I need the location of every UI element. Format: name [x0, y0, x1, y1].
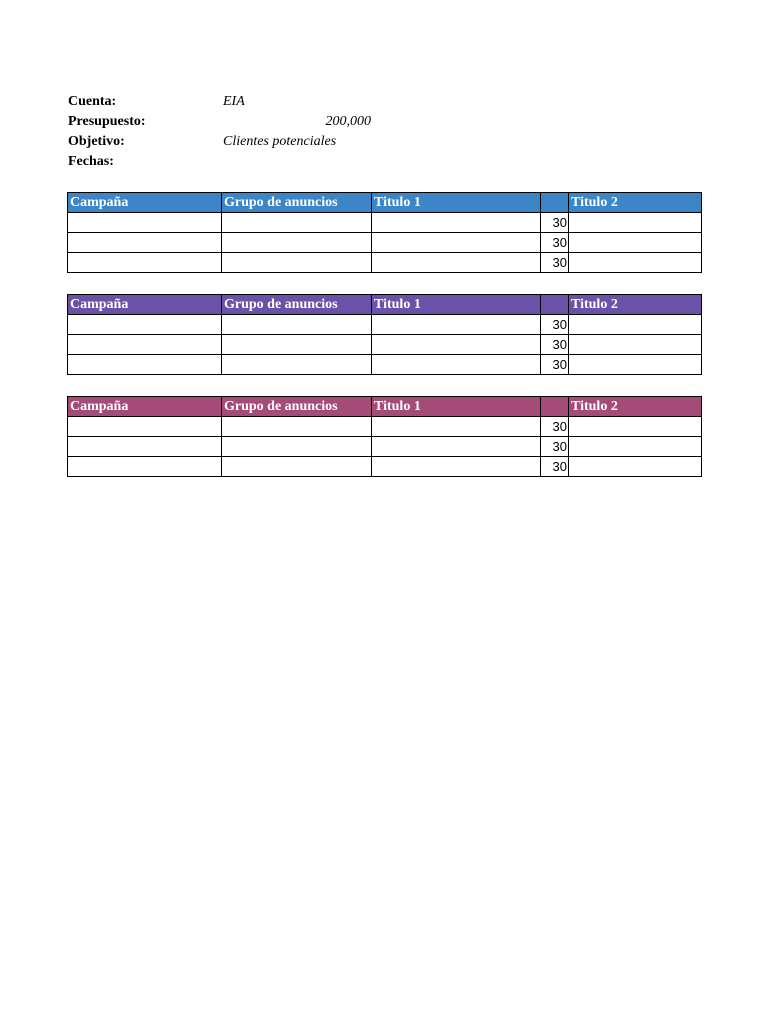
cell-char-count[interactable]: 30: [541, 213, 569, 233]
cell-char-count[interactable]: 30: [541, 457, 569, 477]
header-campana: Campaña: [68, 397, 222, 417]
cell-titulo-1[interactable]: [372, 335, 541, 355]
cell-campana[interactable]: [68, 315, 222, 335]
cell-titulo-2[interactable]: [569, 335, 702, 355]
cell-campana[interactable]: [68, 457, 222, 477]
ad-table-2: [67, 294, 702, 375]
cell-grupo[interactable]: [222, 233, 372, 253]
cell-grupo[interactable]: [222, 213, 372, 233]
cell-titulo-1[interactable]: [372, 315, 541, 335]
cell-campana[interactable]: [68, 233, 222, 253]
table-row: [68, 315, 702, 335]
cell-grupo[interactable]: [222, 437, 372, 457]
objetivo-value[interactable]: Clientes potenciales: [223, 134, 337, 149]
objetivo-row: [68, 132, 388, 152]
table-header-row: [68, 397, 702, 417]
cell-titulo-1[interactable]: [372, 213, 541, 233]
cell-char-count[interactable]: 30: [541, 315, 569, 335]
cell-campana[interactable]: [68, 437, 222, 457]
cell-titulo-2[interactable]: [569, 417, 702, 437]
cell-grupo[interactable]: [222, 457, 372, 477]
table-row: [68, 233, 702, 253]
header-count: [541, 295, 569, 315]
cell-titulo-2[interactable]: [569, 253, 702, 273]
table-row: [68, 457, 702, 477]
cell-titulo-1[interactable]: [372, 417, 541, 437]
cell-titulo-1[interactable]: [372, 253, 541, 273]
cell-grupo[interactable]: [222, 253, 372, 273]
header-titulo-1: Titulo 1: [372, 397, 541, 417]
ad-table-1: [67, 192, 702, 273]
header-titulo-1: Titulo 1: [372, 193, 541, 213]
ad-table-3: [67, 396, 702, 477]
header-grupo-de-anuncios: Grupo de anuncios: [222, 193, 372, 213]
table-row: [68, 213, 702, 233]
header-titulo-1: Titulo 1: [372, 295, 541, 315]
header-titulo-2: Titulo 2: [569, 397, 702, 417]
cell-char-count[interactable]: 30: [541, 253, 569, 273]
cell-campana[interactable]: [68, 417, 222, 437]
header-grupo-de-anuncios: Grupo de anuncios: [222, 397, 372, 417]
presupuesto-label: Presupuesto:: [68, 114, 146, 129]
presupuesto-value[interactable]: 200,000: [325, 114, 371, 129]
cell-titulo-2[interactable]: [569, 437, 702, 457]
cell-grupo[interactable]: [222, 355, 372, 375]
cuenta-value[interactable]: EIA: [223, 94, 245, 109]
header-campana: Campaña: [68, 295, 222, 315]
account-info: [68, 92, 388, 172]
cell-titulo-1[interactable]: [372, 233, 541, 253]
fechas-row: [68, 152, 388, 172]
cell-campana[interactable]: [68, 213, 222, 233]
cell-titulo-2[interactable]: [569, 315, 702, 335]
cell-char-count[interactable]: 30: [541, 335, 569, 355]
cell-grupo[interactable]: [222, 335, 372, 355]
cell-campana[interactable]: [68, 335, 222, 355]
cuenta-row: [68, 92, 388, 112]
header-grupo-de-anuncios: Grupo de anuncios: [222, 295, 372, 315]
fechas-label: Fechas:: [68, 154, 114, 169]
table-row: [68, 355, 702, 375]
table-row: [68, 335, 702, 355]
header-count: [541, 193, 569, 213]
cell-campana[interactable]: [68, 253, 222, 273]
objetivo-label: Objetivo:: [68, 134, 125, 149]
cell-char-count[interactable]: 30: [541, 417, 569, 437]
table-header-row: [68, 193, 702, 213]
presupuesto-row: [68, 112, 388, 132]
cell-char-count[interactable]: 30: [541, 233, 569, 253]
cuenta-label: Cuenta:: [68, 94, 117, 109]
table-header-row: [68, 295, 702, 315]
cell-campana[interactable]: [68, 355, 222, 375]
cell-titulo-2[interactable]: [569, 355, 702, 375]
cell-titulo-2[interactable]: [569, 233, 702, 253]
table-row: [68, 417, 702, 437]
cell-titulo-2[interactable]: [569, 213, 702, 233]
table-row: [68, 253, 702, 273]
cell-titulo-1[interactable]: [372, 437, 541, 457]
cell-titulo-2[interactable]: [569, 457, 702, 477]
cell-grupo[interactable]: [222, 315, 372, 335]
cell-char-count[interactable]: 30: [541, 355, 569, 375]
cell-grupo[interactable]: [222, 417, 372, 437]
cell-titulo-1[interactable]: [372, 457, 541, 477]
cell-char-count[interactable]: 30: [541, 437, 569, 457]
header-count: [541, 397, 569, 417]
header-titulo-2: Titulo 2: [569, 295, 702, 315]
cell-titulo-1[interactable]: [372, 355, 541, 375]
header-campana: Campaña: [68, 193, 222, 213]
table-row: [68, 437, 702, 457]
header-titulo-2: Titulo 2: [569, 193, 702, 213]
